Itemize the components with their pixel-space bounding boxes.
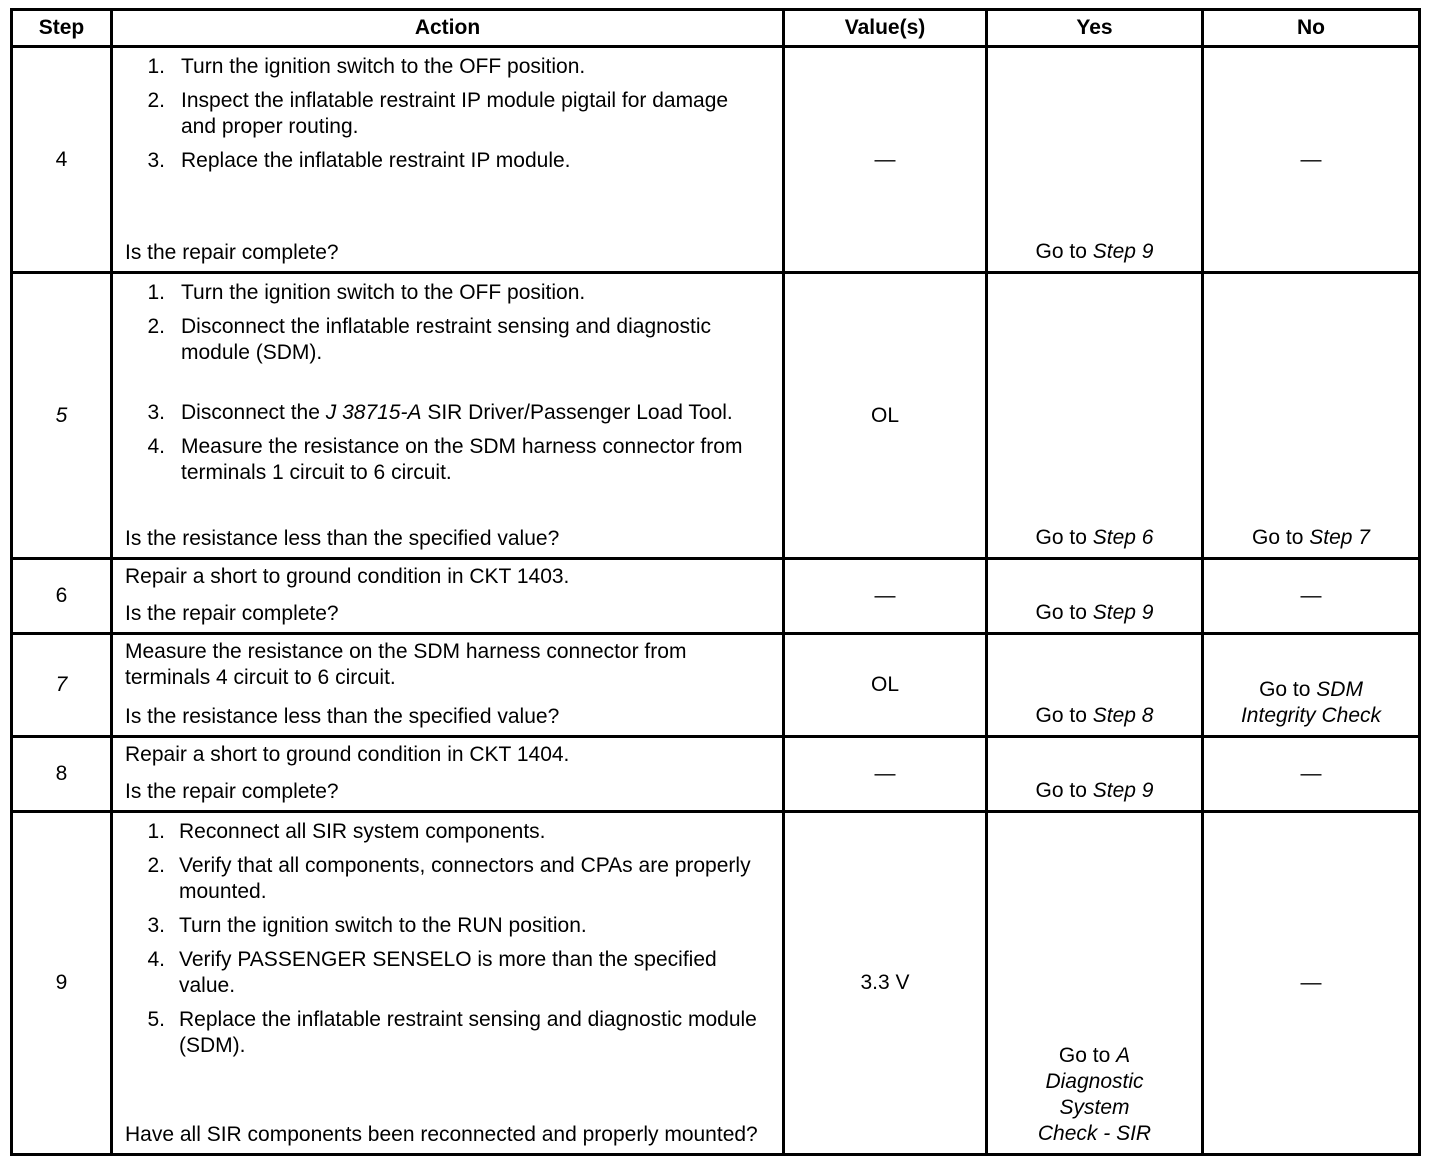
yes-cell [987, 634, 1203, 737]
header-row [12, 10, 1420, 47]
step-number: 8 [12, 737, 112, 812]
action-text: Repair a short to ground condition in CKT 1404. [125, 743, 570, 766]
step-number: 6 [12, 559, 112, 634]
action-cell: 1. Turn the ignition switch to the OFF position. 2. Disconnect the inflatable restraint sensing and diagnostic module (SDM). 3. Disconnect the J 38715-A SIR Driver/Passenger Load Tool. 4. Measure the resistance on the SDM harness connector from terminals 1 circuit to 6 circuit. Is the resistance less than the specified value? [112, 273, 784, 559]
action-question: Is the repair complete? [125, 602, 339, 625]
action-step-text: Verify that all components, connectors and CPAs are properly mounted. [179, 854, 751, 903]
action-step-text: Verify PASSENGER SENSELO is more than the specified value. [179, 948, 717, 997]
action-step-text: Measure the resistance on the SDM harness connector from terminals 1 circuit to 6 circuit. [181, 435, 743, 484]
no-goto: Go to Step 7 [1252, 526, 1370, 549]
action-cell [112, 559, 784, 634]
yes-goto: Go to A Diagnostic System Check - SIR [1037, 1044, 1152, 1145]
action-step-text: Replace the inflatable restraint sensing and diagnostic module (SDM). [179, 1008, 757, 1057]
yes-goto: Go to Step 6 [1035, 526, 1154, 549]
yes-cell [987, 812, 1203, 1155]
action-question: Is the resistance less than the specified value? [125, 527, 560, 550]
no-cell: — [1203, 47, 1420, 273]
header-values: Value(s) [784, 10, 987, 47]
action-cell: 1. Reconnect all SIR system components. 2. Verify that all components, connectors and CPAs are properly mounted. 3. Turn the ignition switch to the RUN position. 4. Verify PASSENGER SENSELO is more than the specified value. 5. Replace the inflatable restraint sensing and diagnostic module (SDM). Have all SIR components been reconnected and properly mounted? [112, 812, 784, 1155]
action-question: Is the repair complete? [125, 780, 339, 803]
action-step-text: Turn the ignition switch to the RUN position. [179, 914, 587, 937]
no-cell: — [1203, 737, 1420, 812]
value-cell: — [784, 737, 987, 812]
value-cell: — [784, 47, 987, 273]
table-row [12, 273, 1420, 559]
yes-goto: Go to Step 9 [1035, 240, 1154, 263]
action-text: Repair a short to ground condition in CKT 1403. [125, 565, 570, 588]
no-goto: Go to SDM Integrity Check [1240, 678, 1382, 727]
value-cell: — [784, 559, 987, 634]
no-cell: — [1203, 812, 1420, 1155]
step-number: 9 [12, 812, 112, 1155]
yes-cell [987, 737, 1203, 812]
table-row [12, 47, 1420, 273]
value-cell: 3.3 V [784, 812, 987, 1155]
no-cell [1203, 273, 1420, 559]
yes-cell [987, 559, 1203, 634]
no-cell [1203, 634, 1420, 737]
header-yes: Yes [987, 10, 1203, 47]
table-row [12, 737, 1420, 812]
yes-cell [987, 47, 1203, 273]
header-no: No [1203, 10, 1420, 47]
yes-goto: Go to Step 9 [1035, 601, 1154, 624]
yes-goto: Go to Step 9 [1035, 779, 1154, 802]
action-question: Have all SIR components been reconnected and properly mounted? [125, 1123, 758, 1146]
action-question: Is the resistance less than the specified value? [125, 705, 560, 728]
action-step-text: Disconnect the inflatable restraint sensing and diagnostic module (SDM). [181, 315, 711, 364]
table-row [12, 634, 1420, 737]
action-step-text: Replace the inflatable restraint IP module. [181, 149, 571, 172]
action-question: Is the repair complete? [125, 241, 339, 264]
tool-reference: J 38715-A [325, 401, 422, 424]
yes-cell [987, 273, 1203, 559]
step-number: 5 [12, 273, 112, 559]
table-row [12, 559, 1420, 634]
no-cell: — [1203, 559, 1420, 634]
value-cell: OL [784, 273, 987, 559]
value-cell: OL [784, 634, 987, 737]
step-number: 7 [12, 634, 112, 737]
action-step-text: Turn the ignition switch to the OFF position. [181, 281, 586, 304]
action-cell [112, 737, 784, 812]
action-step-text: Turn the ignition switch to the OFF position. [181, 55, 586, 78]
diagnostic-table [10, 8, 1421, 1156]
yes-goto: Go to Step 8 [1035, 704, 1154, 727]
action-step-text: Inspect the inflatable restraint IP module pigtail for damage and proper routing. [181, 89, 729, 138]
action-step-text: Disconnect the J 38715-A SIR Driver/Passenger Load Tool. [181, 401, 733, 424]
action-step-text: Reconnect all SIR system components. [179, 820, 546, 843]
table-row [12, 812, 1420, 1155]
header-step: Step [12, 10, 112, 47]
header-action: Action [112, 10, 784, 47]
action-cell: 1. Turn the ignition switch to the OFF position. 2. Inspect the inflatable restraint IP module pigtail for damage and proper routing. 3. Replace the inflatable restraint IP module. Is the repair complete? [112, 47, 784, 273]
action-text: Measure the resistance on the SDM harness connector from terminals 4 circuit to 6 circuit. [125, 640, 687, 689]
action-cell [112, 634, 784, 737]
step-number: 4 [12, 47, 112, 273]
